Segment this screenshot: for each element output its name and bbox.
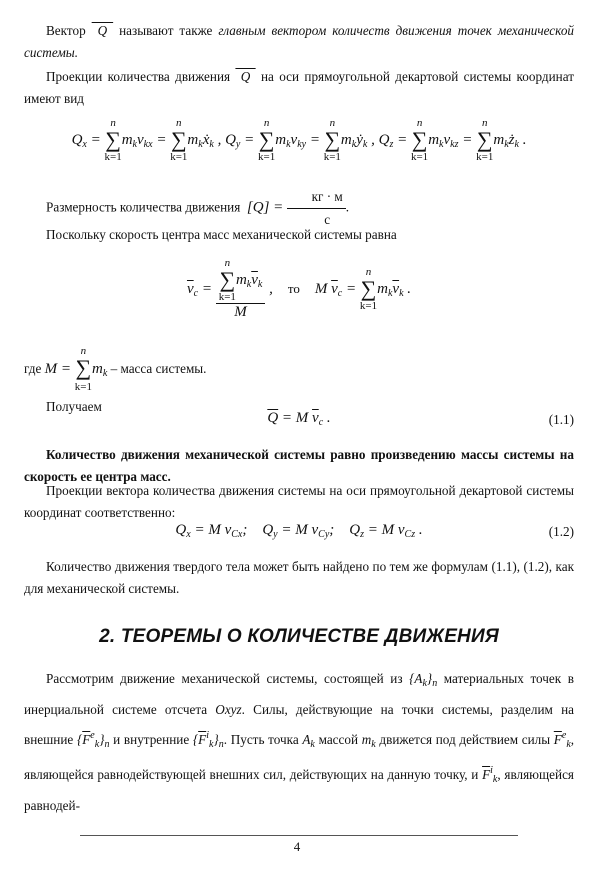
paragraph-mass-definition: где M = n ∑ k=1 $m_k$ – масса системы. (24, 345, 207, 393)
equation-projections: $Q_x$ = n ∑ k=1 $m_kv_{kx}$ = n ∑ k=1 $m_kẋ_k$ , $Q_y$ = n ∑ k=1 $m_kv_{ky}$ = n ∑ k=1 $m_kẏ_k$ , $Q_z$ = n ∑ k=1 $m_kv_{kz}$ = n ∑ k=1 $m_kż_k$ . (71, 117, 527, 163)
text: . Пусть точка (223, 732, 299, 747)
unit-denominator: с (324, 212, 331, 227)
text: Поскольку скорость центра масс механической системы равна (46, 227, 397, 242)
text: Размерность количества движения (46, 199, 241, 215)
paragraph-system-motion: Рассмотрим движение механической системы, состоящей из $\{A_k\}_n$ материальных точек в инерциальной системе отсчета Oxyz. Силы, действующие на точки системы, разделим на внешние $\{\overline{F}^e_k\}_n$ и внутренние $\{\overline{F}^i_k\}_n$. Пусть точка $A_k$ массой $m_k$ движется под действием силы $\overline{F}^e_k$, являющейся равнодействующей внешних сил, действующих на данную точку, и $\overline{F}^i_k$, являющейся равнодей- (24, 671, 575, 813)
equation-center-velocity: $\overline{v}_c$ = n ∑ k=1 $m_k\overline{v}_k$ M , то M $\overline{v}_c$ = n ∑ k=1 $m_k\overline{v}_k$ . (186, 257, 412, 320)
equation-number-1-1: (1.1) (548, 412, 574, 427)
text-then: то (287, 280, 300, 296)
text: на оси прямоугольной декартовой системы координат имеют вид (24, 69, 574, 106)
text: Количество движения твердого тела может быть найдено по тем же формулам (1.1), (1.2), как для механической системы. (24, 559, 574, 596)
text: Получаем (46, 399, 102, 414)
text: материальных точек в инерциальной системе отсчета (24, 671, 574, 717)
equation-1-1: $\overline{Q} = M$ $\overline{v}_c$ . (267, 410, 331, 428)
paragraph-main-vector (24, 20, 574, 64)
text: Проекции вектора количества движения системы на оси прямоугольной декартовой системы координат соответственно: (24, 483, 574, 520)
text-bold: Количество движения механической системы равно произведению массы системы на скорость ее центра масс. (24, 447, 574, 484)
text: называют также (119, 23, 213, 38)
text: , являющейся равнодей- (24, 767, 574, 813)
section-heading: 2. ТЕОРЕМЫ О КОЛИЧЕСТВЕ ДВИЖЕНИЯ (99, 626, 499, 647)
text: массой (318, 732, 359, 747)
formula-Q: Q (91, 23, 114, 38)
equation-number-1-2: (1.2) (548, 524, 574, 539)
footer-rule (80, 835, 518, 836)
paragraph-center-velocity (24, 224, 574, 246)
text-italic: главным вектором количеств движения точек механической системы. (24, 23, 575, 60)
text: – масса системы. (110, 360, 207, 376)
unit-numerator: кг · м (287, 186, 346, 209)
text: . Силы, действующие на точки системы, разделим на внешние (24, 702, 574, 747)
equation-1-2: $Q_x = M$ $v_{Cx}$; $Q_y = M$ $v_{Cy}$; $Q_z = M$ $v_{Cz}$ . (175, 522, 423, 540)
text: движется под действием силы (379, 732, 551, 747)
text: Рассмотрим движение механической системы, состоящей из (46, 671, 403, 686)
page-number: 4 (293, 839, 301, 854)
text: , являющейся равнодействующей внешних сил, действующих на данную точку, и (24, 732, 575, 782)
text: Проекции количества движения (46, 69, 231, 84)
text: где (24, 360, 42, 376)
text: и внутренние (113, 732, 190, 747)
text: Вектор (46, 23, 86, 38)
paragraph-dimension: Размерность количества движения [Q] = $\frac{кг \cdot м}{с}$ . (24, 186, 574, 231)
paragraph-rigid-body (24, 556, 574, 600)
paragraph-projections (24, 66, 574, 110)
formula-Q: Q (235, 69, 256, 84)
paragraph-vector-projections (24, 480, 574, 524)
